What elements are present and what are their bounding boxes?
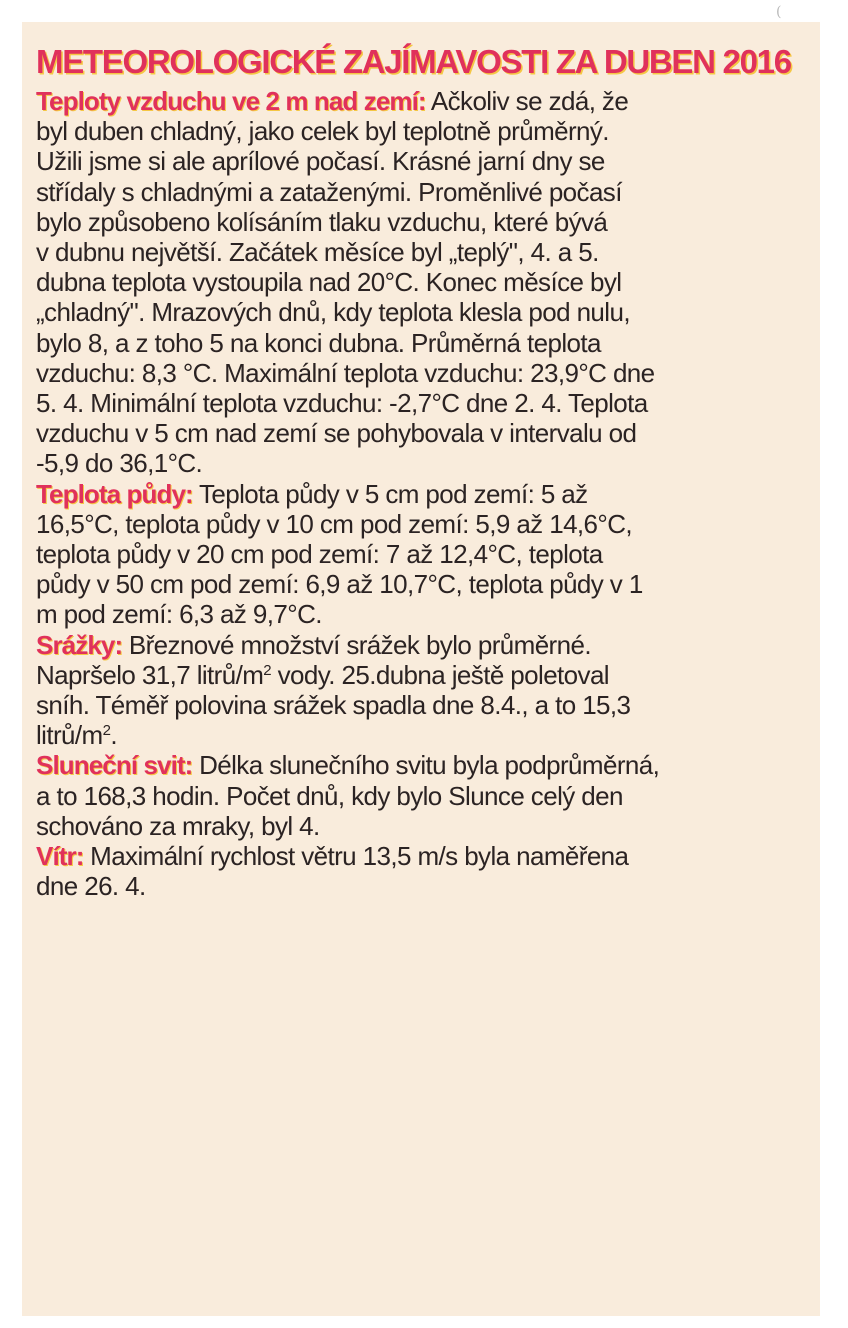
air-line-0 (36, 86, 806, 116)
air-line-7: „chladný". Mrazových dnů, kdy teplota klesla pod nulu, (36, 297, 630, 328)
superscript-2: 2 (263, 661, 272, 679)
wind-paragraph (36, 841, 806, 901)
sun-line-2: schováno za mraky, byl 4. (36, 810, 320, 841)
soil-line-2: teplota půdy v 20 cm pod zemí: 7 až 12,4°C, teplota (36, 539, 603, 570)
air-line-5: v dubnu největší. Začátek měsíce byl „teplý", 4. a 5. (36, 237, 599, 268)
precip-line-3 (36, 720, 806, 750)
precip-text-3b: . (110, 720, 117, 751)
wind-line-0 (36, 841, 806, 871)
sunshine-heading: Sluneční svit: (36, 750, 193, 781)
wind-heading: Vítr: (36, 841, 84, 872)
air-line-10: 5. 4. Minimální teplota vzduchu: -2,7°C dne 2. 4. Teplota (36, 388, 648, 419)
precip-line-1 (36, 660, 806, 690)
air-temperature-paragraph (36, 86, 806, 479)
precip-line-0 (36, 630, 806, 660)
air-line-1: byl duben chladný, jako celek byl teplotně průměrný. (36, 116, 609, 147)
sun-text-0: Délka slunečního svitu byla podprůměrná, (199, 750, 660, 781)
air-line-11: vzduchu v 5 cm nad zemí se pohybovala v intervalu od (36, 418, 637, 449)
soil-line-0 (36, 479, 806, 509)
air-temperature-heading: Teploty vzduchu ve 2 m nad zemí: (36, 86, 426, 116)
sun-line-0 (36, 750, 806, 780)
precip-text-1a: Napršelo 31,7 litrů/m (36, 659, 264, 690)
soil-temperature-heading: Teplota půdy: (36, 478, 193, 509)
air-line-4: bylo způsobeno kolísáním tlaku vzduchu, které bývá (36, 206, 608, 237)
air-line-3: střídaly s chladnými a zataženými. Proměnlivé počasí (36, 176, 622, 207)
sun-line-1: a to 168,3 hodin. Počet dnů, kdy bylo Slunce celý den (36, 780, 623, 811)
soil-temperature-paragraph (36, 479, 806, 630)
air-line-6: dubna teplota vystoupila nad 20°C. Konec měsíce byl (36, 267, 622, 298)
air-text-0: Ačkoliv se zdá, že (430, 86, 629, 116)
precip-text-0: Březnové množství srážek bylo průměrné. (128, 629, 591, 660)
wind-line-1: dne 26. 4. (36, 871, 146, 902)
air-line-9: vzduchu: 8,3 °C. Maximální teplota vzduchu: 23,9°C dne (36, 357, 655, 388)
precipitation-paragraph (36, 630, 806, 751)
air-line-12: -5,9 do 36,1°C. (36, 448, 203, 479)
superscript-2: 2 (102, 722, 111, 740)
soil-text-0: Teplota půdy v 5 cm pod zemí: 5 až (198, 478, 588, 509)
soil-line-1: 16,5°C, teplota půdy v 10 cm pod zemí: 5,9 až 14,6°C, (36, 508, 633, 539)
corner-mark: ( (776, 4, 782, 20)
sunshine-paragraph (36, 750, 806, 841)
wind-text-0: Maximální rychlost větru 13,5 m/s byla naměřena (90, 841, 629, 872)
precip-text-3a: litrů/m (36, 720, 103, 751)
article-title: METEOROLOGICKÉ ZAJÍMAVOSTI ZA DUBEN 2016 (36, 43, 791, 80)
article-box (22, 22, 820, 1316)
precip-text-1b: vody. 25.dubna ještě poletoval (271, 659, 609, 690)
precipitation-heading: Srážky: (36, 629, 123, 660)
soil-line-3: půdy v 50 cm pod zemí: 6,9 až 10,7°C, teplota půdy v 1 (36, 569, 643, 600)
soil-line-4: m pod zemí: 6,3 až 9,7°C. (36, 599, 322, 630)
air-line-2: Užili jsme si ale aprílové počasí. Krásné jarní dny se (36, 146, 605, 177)
precip-line-2: sníh. Téměř polovina srážek spadla dne 8.4., a to 15,3 (36, 690, 631, 721)
air-line-8: bylo 8, a z toho 5 na konci dubna. Průměrná teplota (36, 327, 601, 358)
